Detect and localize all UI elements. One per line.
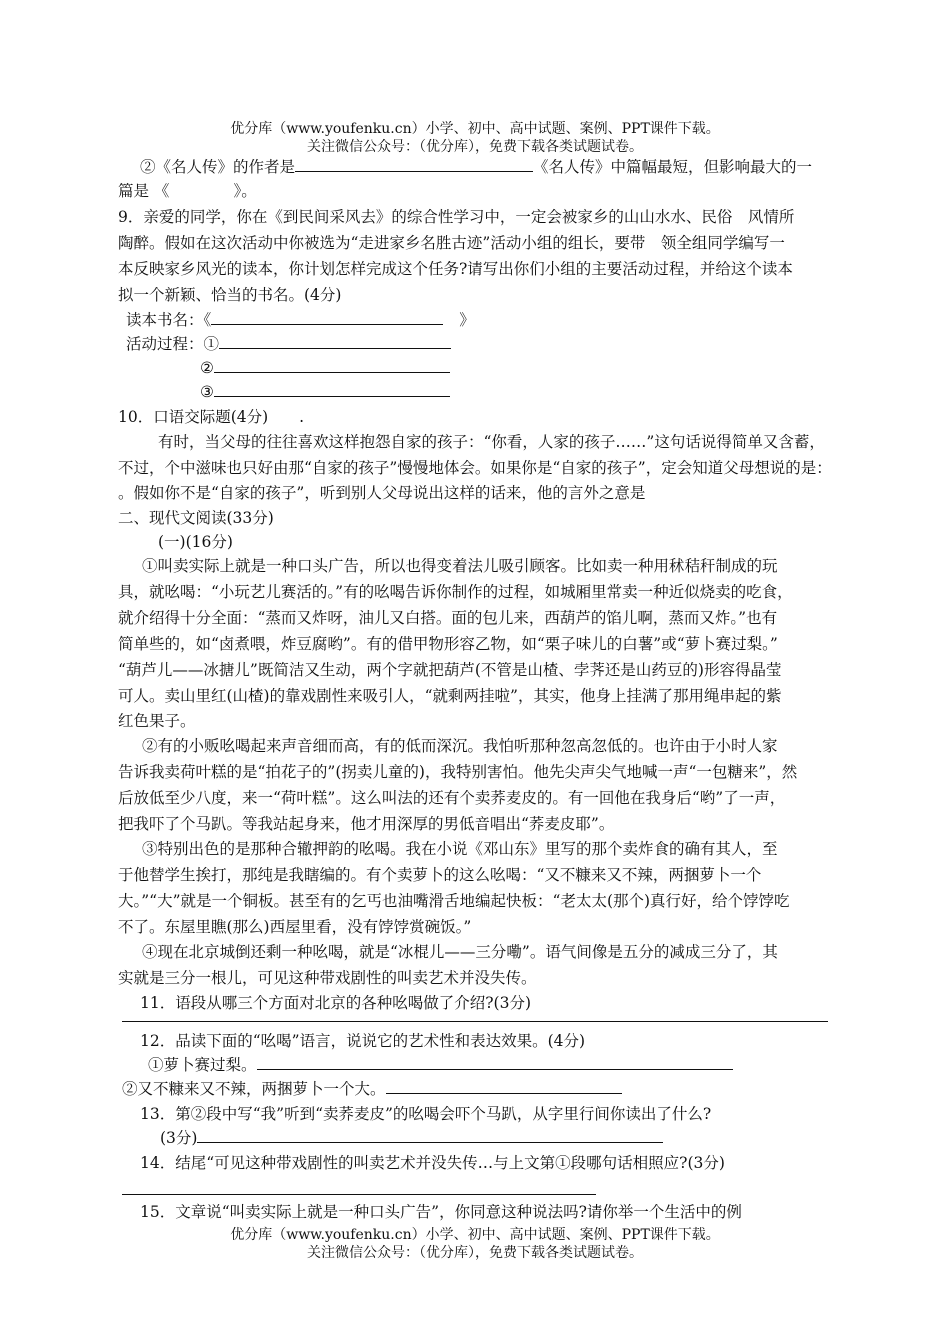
q12-text: 12．品读下面的“吆喝”语言，说说它的艺术性和表达效果。(4分): [140, 1032, 586, 1050]
header-line-2: 关注微信公众号：（优分库），免费下载各类试题试卷。: [307, 139, 643, 155]
q9-line-3: 本反映家乡风光的读本，你计划怎样完成这个任务?请写出你们小组的主要活动过程，并给这个读本: [118, 260, 793, 278]
header-line-1: 优分库（www.youfenku.cn）小学、初中、高中试题、案例、PPT课件下载。: [230, 121, 720, 137]
q10-para-line-1: 有时，当父母的往往喜欢这样抱怨自家的孩子：“你看，人家的孩子……”这句话说得简单又含蓄，: [158, 433, 825, 451]
q9-book-label: 读本书名：《: [126, 311, 212, 329]
footer-line-2: 关注微信公众号：（优分库），免费下载各类试题试卷。: [307, 1245, 643, 1261]
passage-p3-line: 不了。东屋里瞧(那么)西屋里看，没有饽饽赏碗饭。”: [118, 918, 472, 936]
q13-blank[interactable]: [197, 1128, 663, 1143]
q9-step1-input[interactable]: [219, 334, 451, 349]
q9-line-4: 拟一个新颖、恰当的书名。(4分): [118, 286, 342, 304]
q8-author-blank[interactable]: [295, 157, 533, 172]
passage-p2-line: 告诉我卖荷叶糕的是“拍花子的”(拐卖儿童的)，我特别害怕。他先尖声尖气地喊一声“一包糖来”，然: [118, 763, 798, 781]
q9-step3-input[interactable]: [214, 382, 450, 397]
q9-process-row-3: [200, 381, 450, 403]
q9-process-row-1: [126, 333, 451, 355]
footer-line-1: 优分库（www.youfenku.cn）小学、初中、高中试题、案例、PPT课件下载。: [230, 1227, 720, 1243]
q9-step3-label: ③: [200, 383, 214, 401]
passage-p1-line: 红色果子。: [118, 712, 196, 730]
passage-p3-line: 于他替学生挨打，那纯是我瞎编的。有个卖萝卜的这么吆喝：“又不糠来又不辣，两捆萝卜一个: [118, 866, 762, 884]
q9-step2-input[interactable]: [214, 358, 450, 373]
q13-score-row: [160, 1127, 663, 1149]
passage-p3-line: ③特别出色的是那种合辙押韵的吆喝。我在小说《邓山东》里写的那个卖炸食的确有其人，至: [142, 840, 778, 858]
q14-answer-line[interactable]: [122, 1194, 596, 1195]
q10-para-line-3: 。假如你不是“自家的孩子”，听到别人父母说出这样的话来，他的言外之意是: [118, 484, 646, 502]
q8-part2-line-2: [118, 180, 257, 202]
q10-para-line-2: 不过，个中滋味也只好由那“自家的孩子”慢慢地体会。如果你是“自家的孩子”，定会知道父母想说的是：: [118, 459, 832, 477]
q15-text: 15．文章说“叫卖实际上就是一种口头广告”，你同意这种说法吗?请你举一个生活中的例: [140, 1203, 742, 1221]
q12-item-2: ②又不糠来又不辣，两捆萝卜一个大。: [122, 1080, 386, 1098]
passage-p1-line: “葫芦儿——冰搪儿”既简洁又生动，两个字就把葫芦(不管是山楂、孛荠还是山药豆的)形容得晶莹: [118, 661, 782, 679]
q12-item-1-row: [148, 1054, 733, 1076]
q9-process-row-2: [200, 357, 450, 379]
passage-p1-line: 具，就吆喝：“小玩艺儿赛活的。”有的吆喝告诉你制作的过程，如城厢里常卖一种近似烧卖的吃食，: [118, 583, 793, 601]
q9-line-1: 9．亲爱的同学，你在《到民间采风去》的综合性学习中，一定会被家乡的山山水水、民俗 风情所: [118, 208, 795, 226]
q8-part2-d: 》。: [233, 182, 257, 200]
passage-p1-line: 简单些的，如“卤煮喂，炸豆腐哟”。有的借甲物形容乙物，如“栗子味儿的白薯”或“萝卜赛过梨。”: [118, 635, 778, 653]
q9-book-input[interactable]: [211, 310, 443, 325]
passage-p1-line: 可人。卖山里红(山楂)的靠戏剧性来吸引人，“就剩两挂啦”，其实，他身上挂满了那用绳串起的紫: [118, 687, 782, 705]
q9-book-name-row: [126, 309, 475, 331]
q9-process-label: 活动过程：①: [126, 335, 220, 353]
q11-answer-line[interactable]: [122, 1021, 828, 1022]
passage-p3-line: 大。”“大”就是一个铜板。甚至有的乞丐也油嘴滑舌地编起快板：“老太太(那个)真行好，给个饽饽吃: [118, 892, 790, 910]
passage-p2-line: ②有的小贩吆喝起来声音细而高，有的低而深沉。我怕听那种忽高忽低的。也许由于小时人家: [142, 737, 778, 755]
q13-score: (3分): [160, 1129, 198, 1147]
q13-text: 13．第②段中写“我”听到“卖荞麦皮”的吆喝会吓个马趴，从字里行间你读出了什么?: [140, 1105, 712, 1123]
q12-item-1-blank[interactable]: [257, 1055, 733, 1070]
passage-p1-line: 就介绍得十分全面：“蒸而又炸呀，油儿又白搭。面的包儿来，西葫芦的馅儿啊，蒸而又炸。”也有: [118, 609, 778, 627]
passage-p2-line: 后放低至少八度，来一“荷叶糕”。这么叫法的还有个卖荞麦皮的。有一回他在我身后“哟”了一声，: [118, 789, 786, 807]
q8-part2-b: 《名人传》中篇幅最短，但影响最大的一: [533, 158, 813, 176]
q8-part2-c: 篇是 《: [118, 182, 170, 200]
section2-subtitle: (一)(16分): [158, 533, 233, 551]
q9-line-2: 陶醉。假如在这次活动中你被选为“走进家乡名胜古迹”活动小组的组长，要带 领全组同学编写一: [118, 234, 785, 252]
passage-p4-line: ④现在北京城倒还剩一种吆喝，就是“冰棍儿——三分嘞”。语气间像是五分的减成三分了，其: [142, 943, 778, 961]
passage-p2-line: 把我吓了个马趴。等我站起身来，他才用深厚的男低音唱出“荞麦皮耶”。: [118, 815, 615, 833]
q10-title: 10．口语交际题(4分) .: [118, 408, 305, 426]
q8-part2-line: [140, 156, 812, 178]
passage-p4-line: 实就是三分一根儿，可见这种带戏剧性的叫卖艺术并没失传。: [118, 969, 537, 987]
q12-item-2-blank[interactable]: [386, 1079, 622, 1094]
q9-step2-label: ②: [200, 359, 214, 377]
q9-book-close: 》: [459, 311, 475, 329]
q8-part2-a: ②《名人传》的作者是: [140, 158, 296, 176]
q14-text: 14．结尾“可见这种带戏剧性的叫卖艺术并没失传…与上文第①段哪句话相照应?(3分): [140, 1154, 725, 1172]
section2-title: 二、现代文阅读(33分): [118, 509, 274, 527]
q11-text: 11．语段从哪三个方面对北京的各种吆喝做了介绍?(3分): [140, 994, 531, 1012]
q12-item-1: ①萝卜赛过梨。: [148, 1056, 257, 1074]
passage-p1-line: ①叫卖实际上就是一种口头广告，所以也得变着法儿吸引顾客。比如卖一种用秫秸秆制成的玩: [142, 557, 778, 575]
q12-item-2-row: [122, 1078, 622, 1100]
